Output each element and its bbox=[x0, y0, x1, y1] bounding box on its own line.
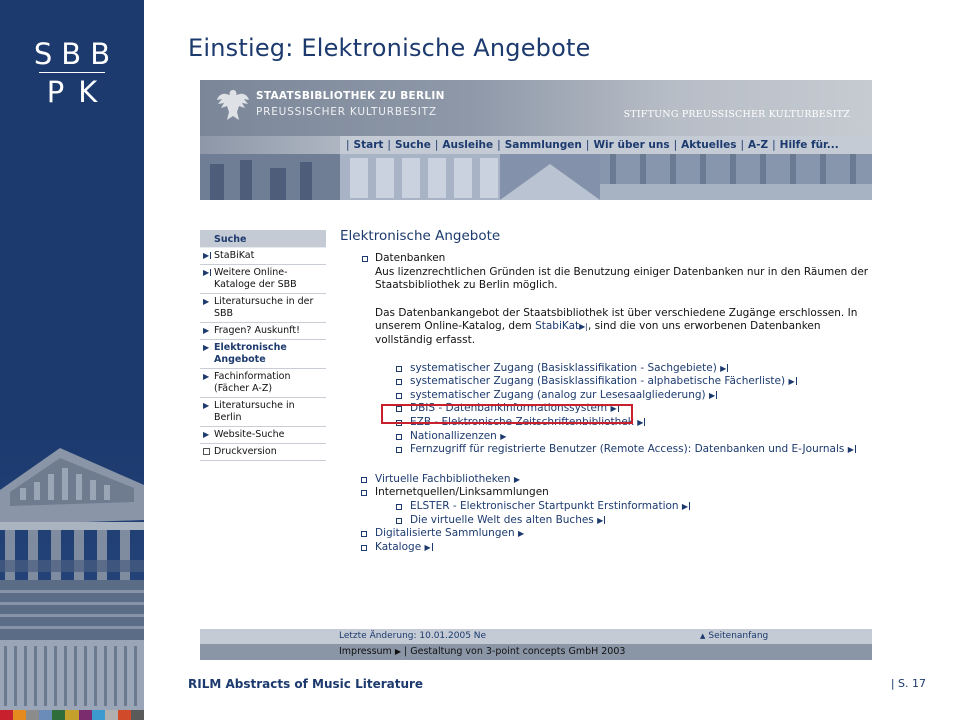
sidebar-item-literatursuche-berlin[interactable] bbox=[200, 398, 326, 427]
external-link-icon: ▶ bbox=[610, 404, 617, 414]
reading-room-photo bbox=[200, 154, 872, 200]
list-item-db-link[interactable] bbox=[395, 443, 872, 457]
sidebar-item-druckversion[interactable] bbox=[200, 444, 326, 461]
list-item-label: Internetquellen/Linksammlungen bbox=[375, 486, 549, 499]
color-strip-segment bbox=[79, 710, 92, 720]
nav-separator: | bbox=[585, 139, 590, 151]
arrow-right-icon: ▶ bbox=[394, 647, 401, 656]
sidebar-item-label: Weitere Online-Kataloge der SBB bbox=[214, 267, 297, 290]
arrow-right-icon: ▶ bbox=[500, 431, 507, 441]
datenbanken-text-1: Aus lizenzrechtlichen Gründen ist die Benutzung einiger Datenbanken nur in den Räumen der Staatsbibliothek zu Berlin möglich. bbox=[375, 265, 869, 292]
sidebar-item-elektronische-angebote[interactable] bbox=[200, 340, 326, 369]
external-link-icon: ▶ bbox=[203, 251, 210, 260]
print-icon bbox=[203, 448, 210, 455]
inet-link-label[interactable]: ELSTER - Elektronischer Startpunkt Erstinformation bbox=[410, 499, 679, 512]
bullet-square-icon bbox=[396, 518, 402, 524]
list-item-label: Datenbanken bbox=[375, 252, 446, 264]
color-strip-segment bbox=[0, 710, 13, 720]
color-strip-segment bbox=[118, 710, 131, 720]
db-link-label[interactable]: systematischer Zugang (analog zur Lesesaalgliederung) bbox=[410, 388, 706, 401]
external-link-icon: ▶ bbox=[681, 501, 689, 511]
external-link-icon: ▶ bbox=[788, 377, 795, 387]
list-item-inet-link[interactable] bbox=[395, 500, 872, 514]
db-link-label[interactable]: Nationallizenzen bbox=[410, 429, 497, 442]
external-link-icon: ▶ bbox=[203, 268, 210, 277]
sidebar-item-label: Elektronische Angebote bbox=[214, 342, 287, 365]
content-heading: Elektronische Angebote bbox=[340, 228, 501, 244]
color-strip-segment bbox=[92, 710, 105, 720]
bullet-square-icon bbox=[396, 366, 402, 372]
nav-separator: | bbox=[346, 139, 350, 151]
db-link-label[interactable]: systematischer Zugang (Basisklassifikation - Sachgebiete) bbox=[410, 361, 717, 374]
list-item-db-link[interactable] bbox=[395, 375, 872, 389]
sidebar-item-label: StaBiKat bbox=[214, 250, 255, 261]
site-header bbox=[200, 80, 872, 200]
header-name-line-2: PREUSSISCHER KULTURBESITZ bbox=[256, 106, 437, 118]
list-item-inet-link[interactable] bbox=[395, 514, 872, 528]
sidebar-item-literatursuche-sbb[interactable] bbox=[200, 294, 326, 323]
arrow-right-icon: ▶ bbox=[203, 372, 210, 381]
bullet-square-icon bbox=[396, 447, 402, 453]
list-item-db-link[interactable] bbox=[395, 389, 872, 403]
impressum-link[interactable]: Impressum bbox=[339, 646, 392, 657]
nav-separator: | bbox=[497, 139, 501, 151]
sidebar-item-stabikat[interactable] bbox=[200, 248, 326, 265]
stabikat-link[interactable]: StabiKat bbox=[535, 320, 580, 333]
bullet-square-icon bbox=[396, 393, 402, 399]
external-link-icon: ▶ bbox=[720, 363, 727, 373]
dbis-link-label[interactable]: DBIS - Datenbankinformationssystem bbox=[410, 402, 608, 415]
external-link-icon: ▶ bbox=[708, 390, 716, 400]
eagle-icon bbox=[214, 86, 252, 126]
list-item-db-link[interactable] bbox=[395, 430, 872, 444]
color-strip-segment bbox=[131, 710, 144, 720]
list-item-virtuelle-fachbibliotheken[interactable] bbox=[360, 473, 872, 487]
list-item-kataloge[interactable] bbox=[360, 541, 872, 555]
sidebar-item-fachinformation[interactable] bbox=[200, 369, 326, 398]
arrow-right-icon: ▶ bbox=[203, 401, 210, 410]
sidebar-item-label: Website-Suche bbox=[214, 429, 285, 440]
site-footer-links bbox=[200, 644, 872, 660]
list-item-label[interactable]: Digitalisierte Sammlungen bbox=[375, 527, 515, 540]
arrow-right-icon: ▶ bbox=[203, 430, 210, 439]
list-item-label[interactable]: Kataloge bbox=[375, 540, 422, 553]
color-strip-segment bbox=[26, 710, 39, 720]
nav-suche[interactable]: Suche bbox=[394, 139, 431, 151]
nav-ausleihe[interactable]: Ausleihe bbox=[442, 139, 494, 151]
nav-separator: | bbox=[772, 139, 776, 151]
sidebar-item-label: Druckversion bbox=[214, 446, 277, 457]
footer-links: Impressum ▶ | Gestaltung von 3-point concepts GmbH 2003 bbox=[339, 646, 626, 657]
list-item-db-link[interactable] bbox=[395, 362, 872, 376]
nav-a-z[interactable]: A-Z bbox=[748, 139, 769, 151]
sidebar-item-auskunft[interactable] bbox=[200, 323, 326, 340]
list-item-internetquellen bbox=[360, 486, 872, 500]
last-change-text: Letzte Änderung: 10.01.2005 Ne bbox=[339, 631, 487, 641]
db-link-label[interactable]: systematischer Zugang (Basisklassifikation - alphabetische Fächerliste) bbox=[410, 375, 786, 388]
slide-title: Einstieg: Elektronische Angebote bbox=[188, 34, 591, 62]
color-strip bbox=[0, 710, 144, 720]
slide-footer-title: RILM Abstracts of Music Literature bbox=[188, 677, 424, 691]
site-nav bbox=[342, 136, 839, 154]
site-sidebar bbox=[200, 230, 326, 461]
db-link-label[interactable]: EZB - Elektronische Zeitschriftenbibliothek bbox=[410, 415, 634, 428]
external-link-icon: ▶ bbox=[847, 445, 854, 455]
nav-hilfe[interactable]: Hilfe für... bbox=[779, 139, 839, 151]
arrow-right-icon: ▶ bbox=[517, 529, 525, 539]
external-link-icon: ▶ bbox=[597, 515, 604, 525]
sidebar-heading[interactable]: Suche bbox=[200, 230, 326, 248]
header-name-line-1: STAATSBIBLIOTHEK ZU BERLIN bbox=[256, 90, 445, 102]
nav-separator: | bbox=[673, 139, 678, 151]
bullet-square-icon bbox=[361, 490, 367, 496]
external-link-icon: ▶ bbox=[424, 542, 431, 552]
arrow-right-icon: ▶ bbox=[203, 326, 210, 335]
datenbanken-text-2: Das Datenbankangebot der Staatsbibliothek ist über verschiedene Zugänge erschlossen. In unserem Online-Katalog, dem StabiKat▶|, sind die von uns erworbenen Datenbanken vollständig erfasst. bbox=[375, 306, 858, 346]
nav-separator: | bbox=[434, 139, 439, 151]
building-photo bbox=[0, 430, 144, 710]
external-link-icon: ▶| bbox=[579, 322, 588, 332]
color-strip-segment bbox=[105, 710, 118, 720]
site-nav-bar bbox=[200, 136, 872, 154]
nav-sammlungen[interactable]: Sammlungen bbox=[504, 139, 582, 151]
color-strip-segment bbox=[13, 710, 26, 720]
db-link-label[interactable]: Fernzugriff für registrierte Benutzer (Remote Access): Datenbanken und E-Journals bbox=[410, 443, 845, 456]
logo-line-2: PK bbox=[46, 75, 112, 109]
header-stiftung: STIFTUNG PREUSSISCHER KULTURBESITZ bbox=[623, 109, 850, 120]
back-to-top-link[interactable]: ▲ Seitenanfang bbox=[700, 631, 768, 641]
arrow-right-icon: ▶ bbox=[203, 297, 210, 306]
sbb-pk-logo bbox=[0, 38, 144, 107]
nav-aktuelles[interactable]: Aktuelles bbox=[681, 139, 737, 151]
bullet-square-icon bbox=[361, 477, 367, 483]
sidebar-item-label: Fragen? Auskunft! bbox=[214, 325, 300, 336]
external-link-icon: ▶ bbox=[637, 417, 644, 427]
site-footer-info bbox=[200, 629, 872, 644]
sidebar-item-online-kataloge[interactable] bbox=[200, 265, 326, 294]
bullet-square-icon bbox=[362, 256, 368, 262]
logo-line-1: SBB bbox=[33, 37, 120, 71]
arrow-right-icon: ▶ bbox=[203, 343, 210, 352]
nav-separator: | bbox=[740, 139, 745, 151]
bullet-square-icon bbox=[361, 531, 367, 537]
bullet-square-icon bbox=[396, 434, 402, 440]
sidebar-item-label: Literatursuche in Berlin bbox=[214, 400, 295, 423]
nav-wir-ueber-uns[interactable]: Wir über uns bbox=[593, 139, 670, 151]
nav-separator: | bbox=[387, 139, 391, 151]
website-screenshot bbox=[200, 80, 872, 660]
nav-bar-left-gradient bbox=[200, 136, 340, 154]
list-item-digitalisierte-sammlungen[interactable] bbox=[360, 527, 872, 541]
sidebar-item-website-suche[interactable] bbox=[200, 427, 326, 444]
nav-start[interactable]: Start bbox=[353, 139, 384, 151]
list-item-datenbanken bbox=[340, 252, 872, 266]
arrow-right-icon: ▶ bbox=[513, 474, 521, 484]
list-item-label[interactable]: Virtuelle Fachbibliotheken bbox=[375, 472, 511, 485]
bullet-square-icon bbox=[396, 379, 402, 385]
dbis-highlight-box bbox=[381, 404, 633, 424]
design-credit: Gestaltung von 3-point concepts GmbH 2003 bbox=[410, 646, 626, 657]
color-strip-segment bbox=[52, 710, 65, 720]
logo-rule bbox=[39, 72, 105, 73]
sidebar-item-label: Fachinformation (Fächer A-Z) bbox=[214, 371, 291, 394]
color-strip-segment bbox=[65, 710, 78, 720]
sidebar-item-label: Literatursuche in der SBB bbox=[214, 296, 314, 319]
slide-page-number: | S. 17 bbox=[890, 677, 926, 690]
bullet-square-icon bbox=[361, 545, 367, 551]
bullet-square-icon bbox=[396, 504, 402, 510]
slide-side-band bbox=[0, 0, 144, 720]
site-main-content bbox=[340, 228, 872, 554]
inet-link-label[interactable]: Die virtuelle Welt des alten Buches bbox=[410, 513, 594, 526]
color-strip-segment bbox=[39, 710, 52, 720]
